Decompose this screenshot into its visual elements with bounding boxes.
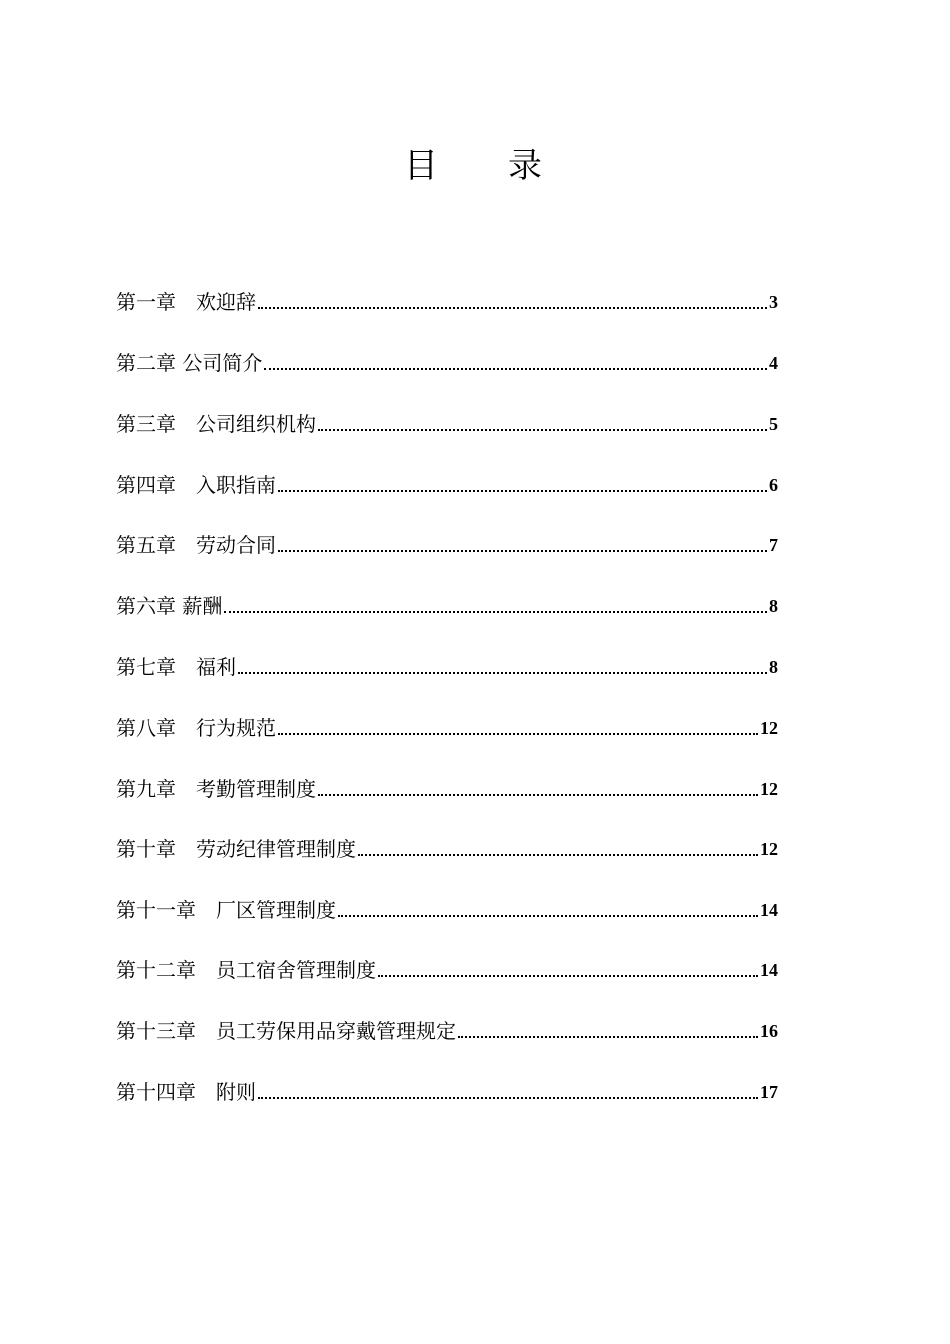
toc-dot-leader bbox=[238, 650, 767, 684]
toc-dot-leader bbox=[318, 772, 758, 806]
toc-page-number: 5 bbox=[769, 414, 778, 434]
toc-dot-leader bbox=[264, 346, 767, 380]
toc-entry-9[interactable] bbox=[116, 772, 778, 806]
toc-page-number: 12 bbox=[760, 718, 778, 738]
toc-dot-leader bbox=[358, 832, 758, 866]
toc-entry-label: 第九章 考勤管理制度 bbox=[116, 777, 316, 801]
toc-entry-label: 第二章 公司简介 bbox=[116, 351, 263, 375]
toc-page-number: 14 bbox=[760, 960, 778, 980]
toc-entry-7[interactable] bbox=[116, 650, 778, 684]
toc-page-number: 12 bbox=[760, 779, 778, 799]
toc-page-number: 14 bbox=[760, 900, 778, 920]
toc-entry-11[interactable] bbox=[116, 893, 778, 927]
toc-dot-leader bbox=[338, 893, 758, 927]
toc-entry-5[interactable] bbox=[116, 528, 778, 562]
toc-page-number: 3 bbox=[769, 292, 778, 312]
toc-page-number: 6 bbox=[769, 475, 778, 495]
toc-entry-6[interactable] bbox=[116, 589, 778, 623]
toc-dot-leader bbox=[318, 407, 767, 441]
toc-entry-label: 第五章 劳动合同 bbox=[116, 533, 276, 557]
toc-entry-1[interactable] bbox=[116, 285, 778, 319]
toc-dot-leader bbox=[278, 528, 767, 562]
toc-page-number: 8 bbox=[769, 657, 778, 677]
toc-entry-label: 第六章 薪酬 bbox=[116, 594, 223, 618]
toc-page-number: 16 bbox=[760, 1021, 778, 1041]
toc-entry-13[interactable] bbox=[116, 1014, 778, 1048]
toc-dot-leader bbox=[378, 953, 758, 987]
toc-entry-label: 第八章 行为规范 bbox=[116, 716, 276, 740]
toc-page-number: 8 bbox=[769, 596, 778, 616]
toc-entry-label: 第十章 劳动纪律管理制度 bbox=[116, 837, 356, 861]
toc-entry-label: 第十二章 员工宿舍管理制度 bbox=[116, 958, 376, 982]
page-title bbox=[0, 142, 950, 190]
toc-entry-8[interactable] bbox=[116, 711, 778, 745]
toc-dot-leader bbox=[258, 285, 767, 319]
toc-dot-leader bbox=[278, 711, 758, 745]
toc-entry-2[interactable] bbox=[116, 346, 778, 380]
toc-entry-12[interactable] bbox=[116, 953, 778, 987]
toc-entry-4[interactable] bbox=[116, 468, 778, 502]
toc-dot-leader bbox=[458, 1014, 758, 1048]
toc-entry-label: 第三章 公司组织机构 bbox=[116, 412, 316, 436]
toc-page-number: 4 bbox=[769, 353, 778, 373]
toc-entry-label: 第七章 福利 bbox=[116, 655, 236, 679]
toc-entry-label: 第一章 欢迎辞 bbox=[116, 290, 256, 314]
toc-page-number: 7 bbox=[769, 535, 778, 555]
toc-entry-label: 第十三章 员工劳保用品穿戴管理规定 bbox=[116, 1019, 456, 1043]
toc-entry-10[interactable] bbox=[116, 832, 778, 866]
page-title-char-2: 录 bbox=[508, 146, 542, 186]
toc-entry-label: 第十四章 附则 bbox=[116, 1080, 256, 1104]
toc-page-number: 17 bbox=[760, 1082, 778, 1102]
toc-dot-leader bbox=[278, 468, 767, 502]
toc-entry-label: 第四章 入职指南 bbox=[116, 473, 276, 497]
toc-dot-leader bbox=[224, 589, 767, 623]
page-title-char-1: 目 bbox=[404, 146, 438, 186]
toc-entry-3[interactable] bbox=[116, 407, 778, 441]
toc-entry-label: 第十一章 厂区管理制度 bbox=[116, 898, 336, 922]
toc-page-number: 12 bbox=[760, 839, 778, 859]
toc-dot-leader bbox=[258, 1075, 758, 1109]
toc-entry-14[interactable] bbox=[116, 1075, 778, 1109]
